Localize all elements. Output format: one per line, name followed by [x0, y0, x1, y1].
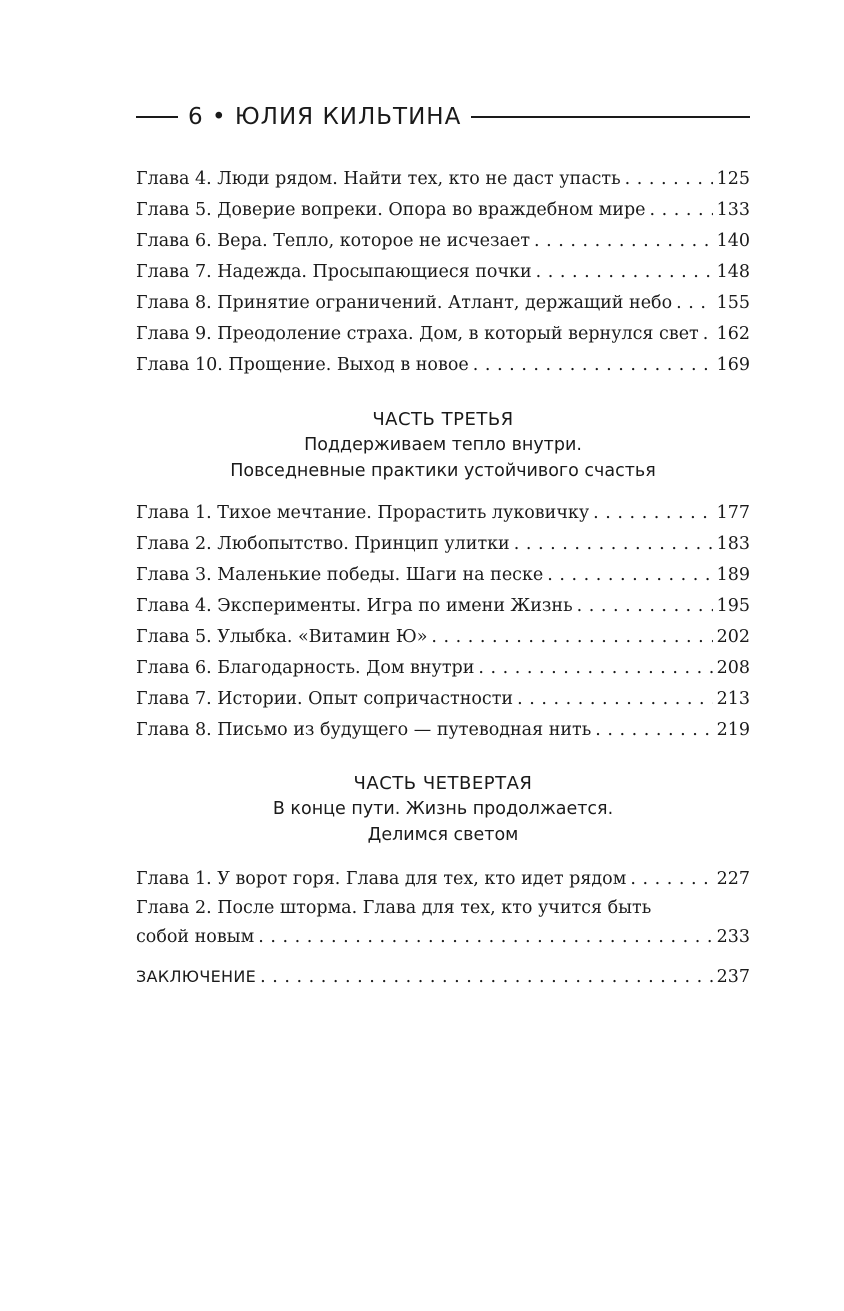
toc-entry-page: 208 — [716, 658, 750, 678]
toc-entry-continuation — [136, 922, 750, 953]
toc-entry — [136, 350, 750, 381]
part-subtitle-line2: Повседневные практики устойчивого счастья — [230, 461, 656, 481]
toc-entry-page: 148 — [716, 262, 750, 282]
toc-entry — [136, 164, 750, 195]
toc-entry-page: 140 — [716, 231, 750, 251]
toc-entry-title-line1: Глава 2. После шторма. Глава для тех, кто учится быть — [136, 898, 652, 918]
conclusion-title: ЗАКЛЮЧЕНИЕ — [136, 967, 257, 986]
toc-entry-page: 219 — [716, 720, 750, 740]
toc-entry-page: 233 — [716, 927, 750, 947]
toc-entry-title: Глава 8. Принятие ограничений. Атлант, держащий небо — [136, 293, 673, 313]
toc-entry — [136, 226, 750, 257]
toc-leader — [478, 653, 712, 684]
toc-leader — [431, 622, 712, 653]
toc-entry-page: 125 — [716, 169, 750, 189]
toc-entry — [136, 529, 750, 560]
toc-entry-title: Глава 1. Тихое мечтание. Прорастить луковичку — [136, 503, 590, 523]
toc-entry-page: 195 — [716, 596, 750, 616]
toc-entry — [136, 257, 750, 288]
toc-entry-title: Глава 5. Доверие вопреки. Опора во враждебном мире — [136, 200, 646, 220]
toc-leader — [517, 684, 713, 715]
toc-leader — [676, 288, 712, 319]
toc-entry-title: Глава 7. Истории. Опыт сопричастности — [136, 689, 514, 709]
toc-entry-title: Глава 6. Благодарность. Дом внутри — [136, 658, 475, 678]
toc-leader — [536, 257, 713, 288]
toc-entry-title: Глава 1. У ворот горя. Глава для тех, кто идет рядом — [136, 869, 627, 889]
part-title: ЧАСТЬ ТРЕТЬЯ — [372, 409, 514, 430]
toc-entry — [136, 864, 750, 895]
toc-leader — [547, 560, 712, 591]
toc-entry-page: 155 — [716, 293, 750, 313]
toc-entry — [136, 498, 750, 529]
toc-entry-title: Глава 2. Любопытство. Принцип улитки — [136, 534, 510, 554]
toc-entry-title: Глава 6. Вера. Тепло, которое не исчезает — [136, 231, 531, 251]
toc-entry — [136, 560, 750, 591]
toc-leader — [703, 319, 713, 350]
toc-leader — [577, 591, 713, 622]
toc-entry-page: 202 — [716, 627, 750, 647]
toc-entry — [136, 684, 750, 715]
toc-entry-title: Глава 4. Эксперименты. Игра по имени Жизнь — [136, 596, 573, 616]
part-title: ЧАСТЬ ЧЕТВЕРТАЯ — [353, 773, 533, 794]
part-subtitle-line1: В конце пути. Жизнь продолжается. — [272, 799, 614, 819]
toc-entry-title: Глава 10. Прощение. Выход в новое — [136, 355, 469, 375]
toc-entry-page: 162 — [716, 324, 750, 344]
toc-entry-two-line — [136, 895, 750, 953]
header-rule-right — [471, 116, 750, 118]
toc-entry-title: Глава 4. Люди рядом. Найти тех, кто не даст упасть — [136, 169, 621, 189]
toc-leader — [630, 864, 712, 895]
toc-entry-page: 189 — [716, 565, 750, 585]
toc-entry-page: 169 — [716, 355, 750, 375]
toc-entry-page: 213 — [716, 689, 750, 709]
toc-entry — [136, 622, 750, 653]
toc-entry-page: 183 — [716, 534, 750, 554]
toc-entry-title: Глава 7. Надежда. Просыпающиеся почки — [136, 262, 532, 282]
toc-leader — [595, 715, 712, 746]
toc-group-part3 — [136, 498, 750, 746]
part-subtitle-line1: Поддерживаем тепло внутри. — [304, 435, 582, 455]
toc-entry-title: Глава 8. Письмо из будущего — путеводная нить — [136, 720, 592, 740]
toc-entry — [136, 288, 750, 319]
toc-entry — [136, 715, 750, 746]
toc-leader — [593, 498, 712, 529]
toc-leader — [650, 195, 713, 226]
toc-conclusion — [136, 961, 750, 992]
toc-leader — [514, 529, 713, 560]
toc-entry-title-line2: собой новым — [136, 927, 255, 947]
toc-entry — [136, 961, 750, 992]
toc-entry-page: 227 — [716, 869, 750, 889]
part-four-heading — [136, 772, 750, 848]
toc-entry-title: Глава 3. Маленькие победы. Шаги на песке — [136, 565, 544, 585]
running-header — [136, 100, 750, 134]
part-three-heading — [136, 408, 750, 484]
toc-entry — [136, 591, 750, 622]
header-text: 6 • ЮЛИЯ КИЛЬТИНА — [188, 104, 462, 130]
toc-leader — [625, 164, 713, 195]
toc-group-part4 — [136, 864, 750, 953]
toc-entry-title: Глава 9. Преодоление страха. Дом, в который вернулся свет — [136, 324, 699, 344]
toc-entry-title: Глава 5. Улыбка. «Витамин Ю» — [136, 627, 428, 647]
toc-entry — [136, 195, 750, 226]
toc-entry-page: 177 — [716, 503, 750, 523]
toc-leader — [258, 922, 712, 953]
toc-entry-page: 133 — [716, 200, 750, 220]
toc-leader — [260, 962, 713, 993]
toc-entry — [136, 319, 750, 350]
toc-leader — [534, 226, 713, 257]
toc-leader — [473, 350, 713, 381]
header-rule-left — [136, 116, 178, 118]
toc-entry-page: 237 — [716, 967, 750, 987]
toc-group-part2-tail — [136, 164, 750, 381]
toc-entry — [136, 653, 750, 684]
part-subtitle-line2: Делимся светом — [367, 825, 519, 845]
